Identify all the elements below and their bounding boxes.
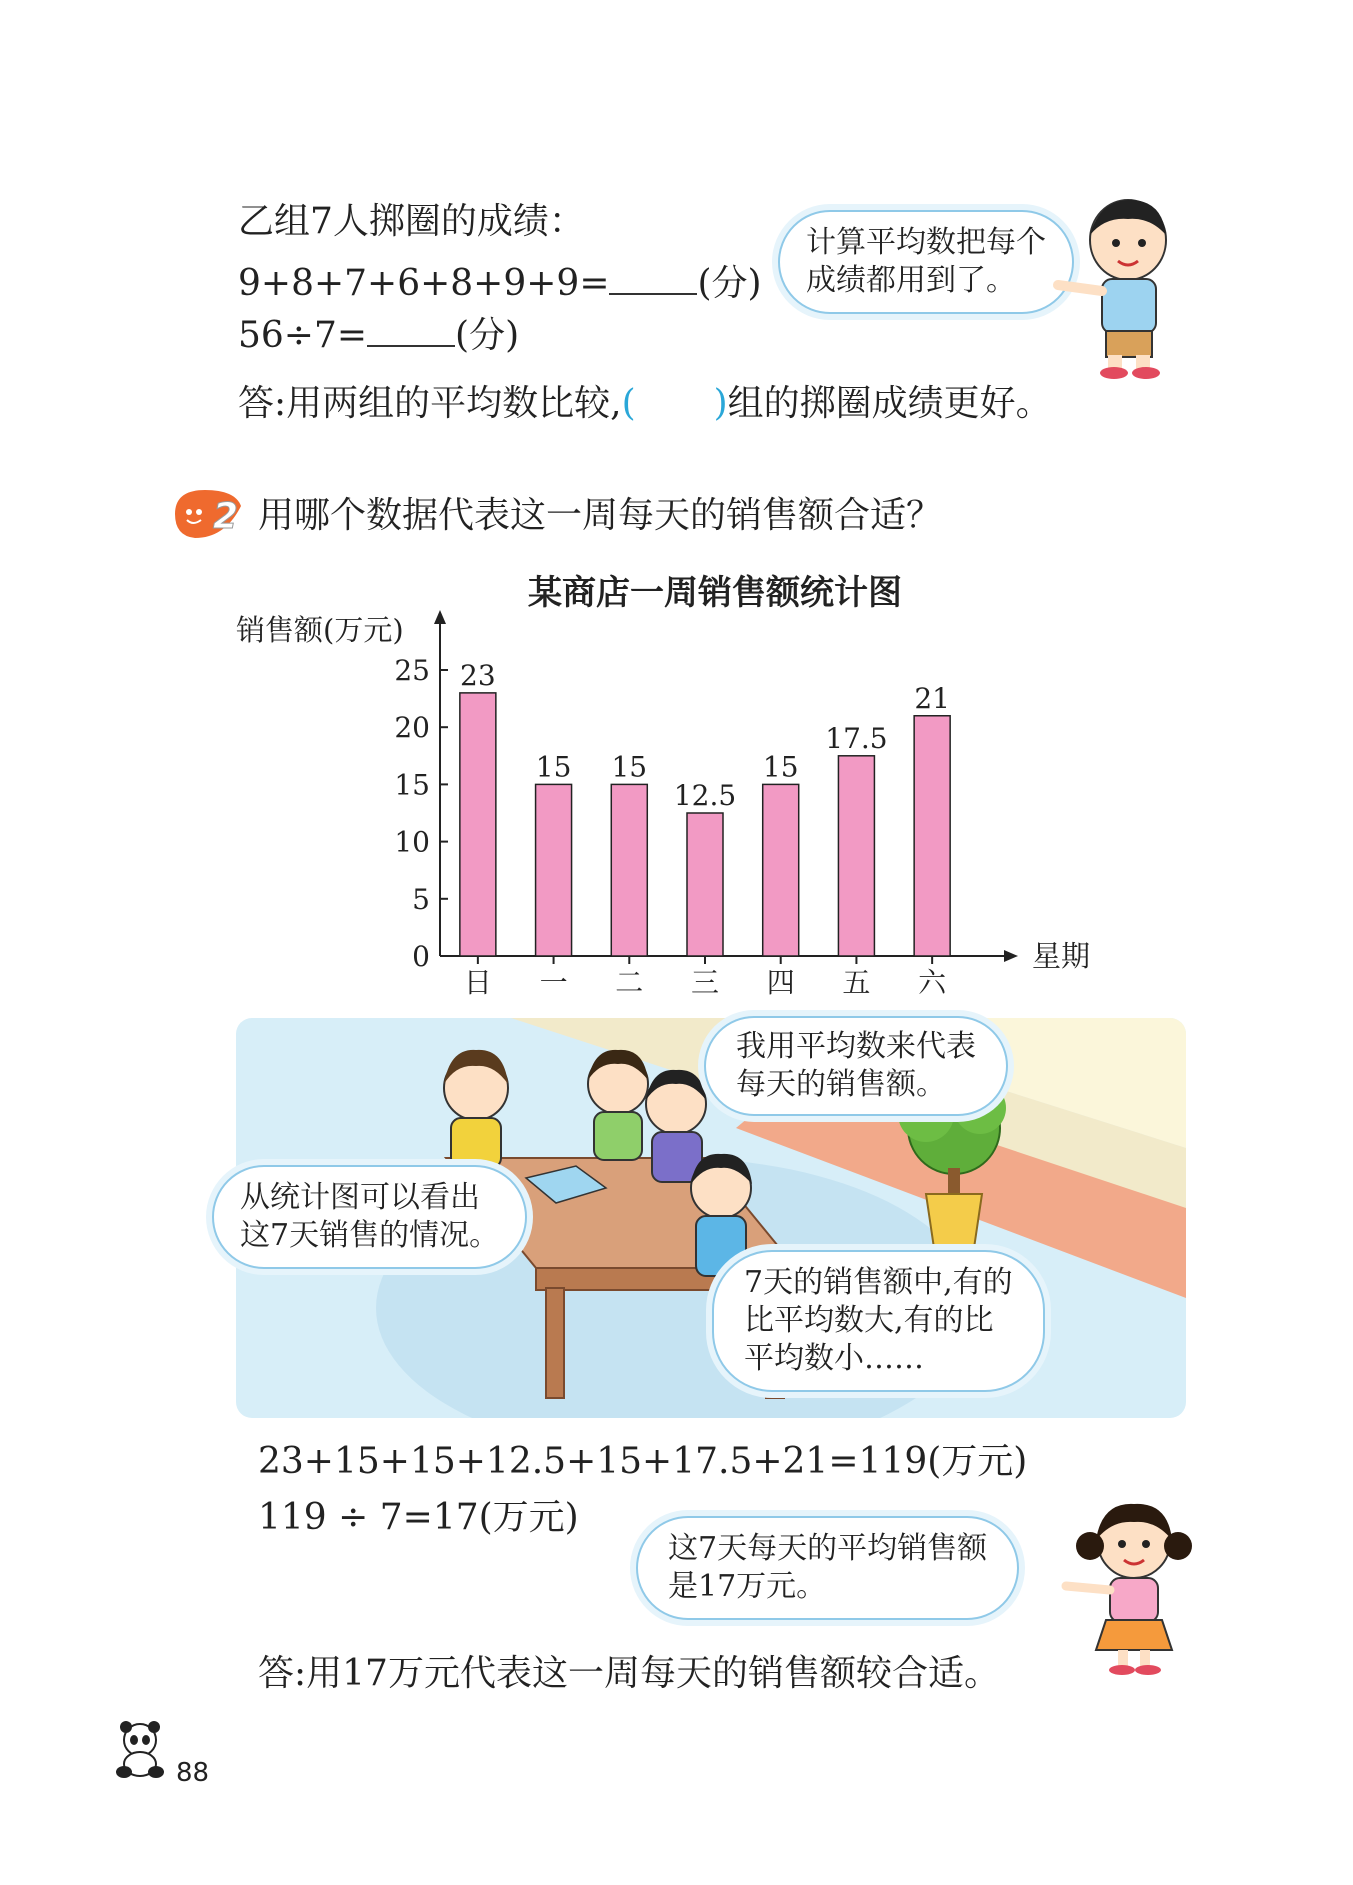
- y-tick-label: 5: [412, 882, 430, 916]
- girl-illustration: [1060, 1490, 1200, 1675]
- chart-xlabel: 星期: [1032, 939, 1091, 973]
- bar-value-label: 12.5: [673, 779, 737, 812]
- section1-answer: [238, 382, 1052, 426]
- bar-value-label: 15: [535, 750, 572, 784]
- chart-title: 某商店一周销售额统计图: [528, 573, 902, 613]
- bar-value-label: 21: [914, 681, 950, 715]
- final-answer: 答:用17万元代表这一周每天的销售额较合适。: [258, 1653, 1000, 1694]
- equation-divide-expr: 56÷7=: [238, 315, 368, 356]
- bubble-compare-line-3: 平均数小……: [744, 1341, 924, 1376]
- answer-blank-sum[interactable]: [609, 263, 697, 295]
- problem2-question: 用哪个数据代表这一周每天的销售额合适？: [258, 495, 943, 536]
- answer-paren-open: (: [621, 383, 636, 424]
- bubble-see-chart-line-1: 从统计图可以看出: [240, 1180, 480, 1215]
- answer-paren-close: ): [713, 383, 728, 424]
- bubble-see-chart: [212, 1165, 527, 1269]
- calc-average: 119 ÷ 7=17(万元): [258, 1497, 579, 1538]
- x-tick-label: 一: [539, 966, 568, 999]
- sales-bar-chart: [370, 610, 1040, 1000]
- answer-suffix: 组的掷圈成绩更好。: [727, 383, 1052, 424]
- y-tick-label: 20: [394, 711, 430, 745]
- x-axis-arrow: [1004, 950, 1018, 962]
- equation-sum-unit: (分): [697, 263, 762, 304]
- x-tick-label: 六: [918, 966, 947, 999]
- bar: [460, 693, 496, 956]
- y-tick-label: 15: [394, 768, 430, 802]
- bubble-compare-line-1: 7天的销售额中,有的: [744, 1265, 1013, 1300]
- x-tick-label: 五: [842, 966, 871, 999]
- y-tick-label: 0: [412, 940, 430, 973]
- boy-bubble-line-1: 计算平均数把每个: [806, 225, 1046, 260]
- bar: [687, 813, 723, 956]
- bar: [611, 784, 647, 956]
- bubble-use-average-line-2: 每天的销售额。: [736, 1067, 946, 1102]
- bar: [838, 756, 874, 956]
- y-axis-arrow: [434, 610, 446, 624]
- boy-bubble-line-2: 成绩都用到了。: [806, 263, 1016, 298]
- problem-number: 2: [213, 496, 239, 537]
- page-number: 88: [176, 1758, 210, 1788]
- x-tick-label: 四: [766, 966, 795, 999]
- bar-value-label: 15: [611, 750, 648, 784]
- bar-value-label: 15: [762, 750, 799, 784]
- bubble-see-chart-line-2: 这7天销售的情况。: [240, 1218, 500, 1253]
- bar: [536, 784, 572, 956]
- bubble-use-average: [704, 1016, 1008, 1116]
- bar: [914, 716, 950, 956]
- group-b-heading: 乙组7人掷圈的成绩：: [238, 201, 585, 242]
- bar: [763, 784, 799, 956]
- bubble-compare: [712, 1250, 1045, 1392]
- girl-speech-bubble: [636, 1516, 1019, 1620]
- panda-icon: [110, 1718, 170, 1780]
- boy-speech-bubble: [778, 210, 1074, 314]
- problem-number-icon: [165, 484, 249, 544]
- y-tick-label: 25: [394, 654, 430, 687]
- x-tick-label: 三: [690, 966, 720, 999]
- girl-bubble-line-2: 是17万元。: [668, 1569, 827, 1604]
- answer-prefix: 答:用两组的平均数比较,: [238, 383, 622, 424]
- boy-illustration: [1050, 195, 1200, 380]
- equation-divide: [238, 314, 519, 358]
- x-tick-label: 二: [615, 966, 644, 999]
- bubble-compare-line-2: 比平均数大,有的比: [744, 1303, 994, 1338]
- equation-sum-expr: 9+8+7+6+8+9+9=: [238, 263, 610, 304]
- bubble-use-average-line-1: 我用平均数来代表: [736, 1029, 976, 1064]
- equation-divide-unit: (分): [455, 315, 520, 356]
- equation-sum: [238, 262, 762, 306]
- x-tick-label: 日: [463, 966, 492, 999]
- answer-blank-divide[interactable]: [367, 315, 455, 347]
- girl-bubble-line-1: 这7天每天的平均销售额: [668, 1531, 988, 1566]
- bar-value-label: 17.5: [825, 721, 888, 755]
- calc-sum: 23+15+15+12.5+15+17.5+21=119(万元): [258, 1441, 1028, 1482]
- y-tick-label: 10: [394, 825, 430, 859]
- bar-value-label: 23: [460, 658, 496, 692]
- chart-ylabel: 销售额(万元): [236, 613, 404, 647]
